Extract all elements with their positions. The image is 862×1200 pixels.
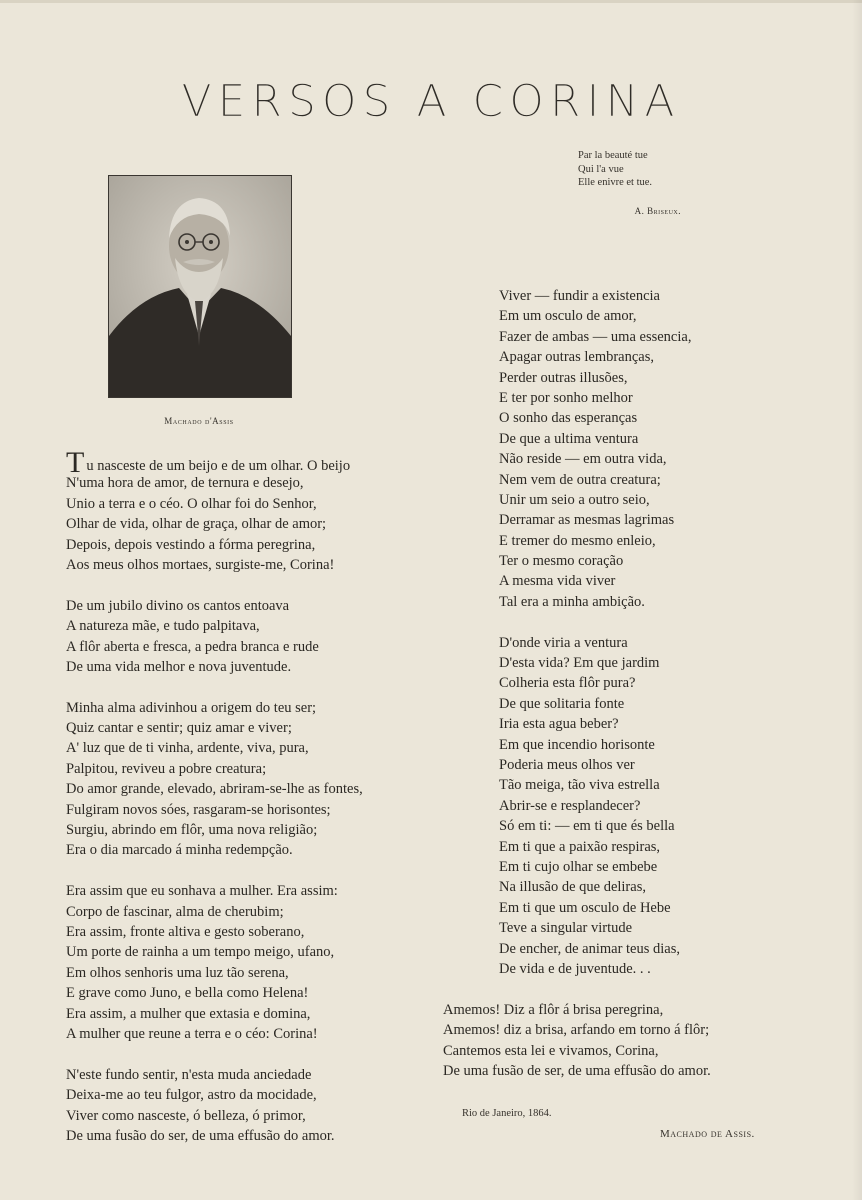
verse-line: Era assim, fronte altiva e gesto soberano, <box>66 923 305 940</box>
verse-line: Abrir-se e resplandecer? <box>499 797 641 814</box>
verse-line: Era o dia marcado á minha redempção. <box>66 842 293 859</box>
verse-line: E grave como Juno, e bella como Helena! <box>66 985 309 1002</box>
verse-line-text: u nasceste de um beijo e de um olhar. O beijo <box>86 458 351 474</box>
verse-line: Ter o mesmo coração <box>499 553 624 570</box>
verse-line: Amemos! diz a brisa, arfando em torno á flôr; <box>443 1022 710 1039</box>
author-signature: Machado de Assis. <box>660 1128 755 1140</box>
page-edge-shadow <box>852 0 862 1200</box>
stanza-gap <box>66 861 363 881</box>
verse-line: N'uma hora de amor, de ternura e desejo, <box>66 475 304 492</box>
drop-cap: T <box>66 446 85 479</box>
verse-line: Surgiu, abrindo em flôr, uma nova religião; <box>66 822 318 839</box>
verse-line: De uma fusão de ser, de uma effusão do amor. <box>443 1063 711 1080</box>
verse-line: Deixa-me ao teu fulgor, astro da mocidade, <box>66 1087 317 1104</box>
verse-line: Perder outras illusões, <box>499 369 628 386</box>
verse-line: Do amor grande, elevado, abriram-se-lhe as fontes, <box>66 781 363 798</box>
verse-line: Era assim que eu sonhava a mulher. Era assim: <box>66 883 338 900</box>
verse-line: A flôr aberta e fresca, a pedra branca e rude <box>66 638 319 655</box>
verse-line: Nem vem de outra creatura; <box>499 471 661 488</box>
stanza-gap <box>499 612 691 632</box>
verse-line: E tremer do mesmo enleio, <box>499 532 656 549</box>
verse-line: Aos meus olhos mortaes, surgiste-me, Corina! <box>66 556 335 573</box>
verse-line: Teve a singular virtude <box>499 920 633 937</box>
portrait-illustration <box>109 176 291 397</box>
epigraph <box>578 149 778 190</box>
verse-line: Derramar as mesmas lagrimas <box>499 512 675 529</box>
verse-line: Em ti cujo olhar se embebe <box>499 858 658 875</box>
verse-line: Na illusão de que deliras, <box>499 879 646 896</box>
verse-line: De que solitaria fonte <box>499 695 625 712</box>
verse-line: Um porte de rainha a um tempo meigo, ufano, <box>66 944 335 961</box>
verse-line: Fulgiram novos sóes, rasgaram-se horisontes; <box>66 801 331 818</box>
epigraph-author: A. Briseux. <box>634 206 681 216</box>
verse-line: Corpo de fascinar, alma de cherubim; <box>66 903 284 920</box>
verse-line: Apagar outras lembranças, <box>499 349 655 366</box>
verse-line: A' luz que de ti vinha, ardente, viva, pura, <box>66 740 309 757</box>
verse-line: Olhar de vida, olhar de graça, olhar de amor; <box>66 516 327 533</box>
verse-line: Só em ti: — em ti que és bella <box>499 818 675 835</box>
portrait-caption: Machado d'Assis <box>164 416 234 426</box>
verse-line: Colheria esta flôr pura? <box>499 675 636 692</box>
verse-line: A mesma vida viver <box>499 573 616 590</box>
verse-line: Unio a terra e o céo. O olhar foi do Senhor, <box>66 495 317 512</box>
verse-line: Quiz cantar e sentir; quiz amar e viver; <box>66 720 292 737</box>
verse-line: De um jubilo divino os cantos entoava <box>66 597 290 614</box>
verse-line: Viver como nasceste, ó belleza, ó primor, <box>66 1107 306 1124</box>
verse-line: Em que incendio horisonte <box>499 736 655 753</box>
stanza-gap <box>66 677 363 697</box>
verse-line: A natureza mãe, e tudo palpitava, <box>66 618 260 635</box>
verse-line <box>66 446 363 479</box>
verse-line: N'este fundo sentir, n'esta muda anciedade <box>66 1066 312 1083</box>
epigraph-line: Qui l'a vue <box>578 163 624 175</box>
verse-line: E ter por sonho melhor <box>499 389 633 406</box>
verse-line: De vida e de juventude. . . <box>499 960 651 977</box>
verse-line: A mulher que reune a terra e o céo: Corina! <box>66 1025 318 1042</box>
verse-line: Amemos! Diz a flôr á brisa peregrina, <box>443 1002 664 1018</box>
verse-line: De que a ultima ventura <box>499 430 639 447</box>
right-poem-column <box>499 286 691 979</box>
verse-line: Era assim, a mulher que extasia e domina, <box>66 1005 311 1022</box>
verse-line: Iria esta agua beber? <box>499 716 619 733</box>
verse-line: Em olhos senhoris uma luz tão serena, <box>66 964 289 981</box>
verse-line: De encher, de animar teus dias, <box>499 940 680 957</box>
stanza-gap <box>66 575 363 595</box>
page-top-edge <box>0 0 862 3</box>
left-poem-column <box>66 446 363 1146</box>
verse-line: Em um osculo de amor, <box>499 308 637 325</box>
verse-line: Palpitou, reviveu a pobre creatura; <box>66 760 267 777</box>
final-stanza <box>443 1000 711 1082</box>
verse-line: Tal era a minha ambição. <box>499 593 645 610</box>
verse-line: Tão meiga, tão viva estrella <box>499 777 660 794</box>
epigraph-line: Elle enivre et tue. <box>578 177 653 188</box>
epigraph-line: Par la beauté tue <box>578 150 648 161</box>
verse-line: Unir um seio a outro seio, <box>499 491 650 508</box>
verse-line: Em ti que um osculo de Hebe <box>499 899 671 916</box>
verse-line: D'onde viria a ventura <box>499 634 628 651</box>
verse-line: Viver — fundir a existencia <box>499 288 660 304</box>
verse-line: Não reside — em outra vida, <box>499 451 667 468</box>
verse-line: De uma vida melhor e nova juventude. <box>66 658 292 675</box>
stanza-gap <box>66 1044 363 1064</box>
verse-line: Poderia meus olhos ver <box>499 756 635 773</box>
verse-line: Minha alma adivinhou a origem do teu ser; <box>66 699 317 716</box>
author-portrait <box>108 175 292 398</box>
poem-title: VERSOS A CORINA <box>181 76 681 127</box>
verse-line: De uma fusão do ser, de uma effusão do amor. <box>66 1127 335 1144</box>
verse-line: Em ti que a paixão respiras, <box>499 838 661 855</box>
place-and-date: Rio de Janeiro, 1864. <box>462 1108 552 1119</box>
verse-line: Cantemos esta lei e vivamos, Corina, <box>443 1042 659 1059</box>
verse-line: D'esta vida? Em que jardim <box>499 655 660 672</box>
verse-line: Depois, depois vestindo a fórma peregrina, <box>66 536 316 553</box>
verse-line: O sonho das esperanças <box>499 410 638 427</box>
verse-line: Fazer de ambas — uma essencia, <box>499 328 692 345</box>
